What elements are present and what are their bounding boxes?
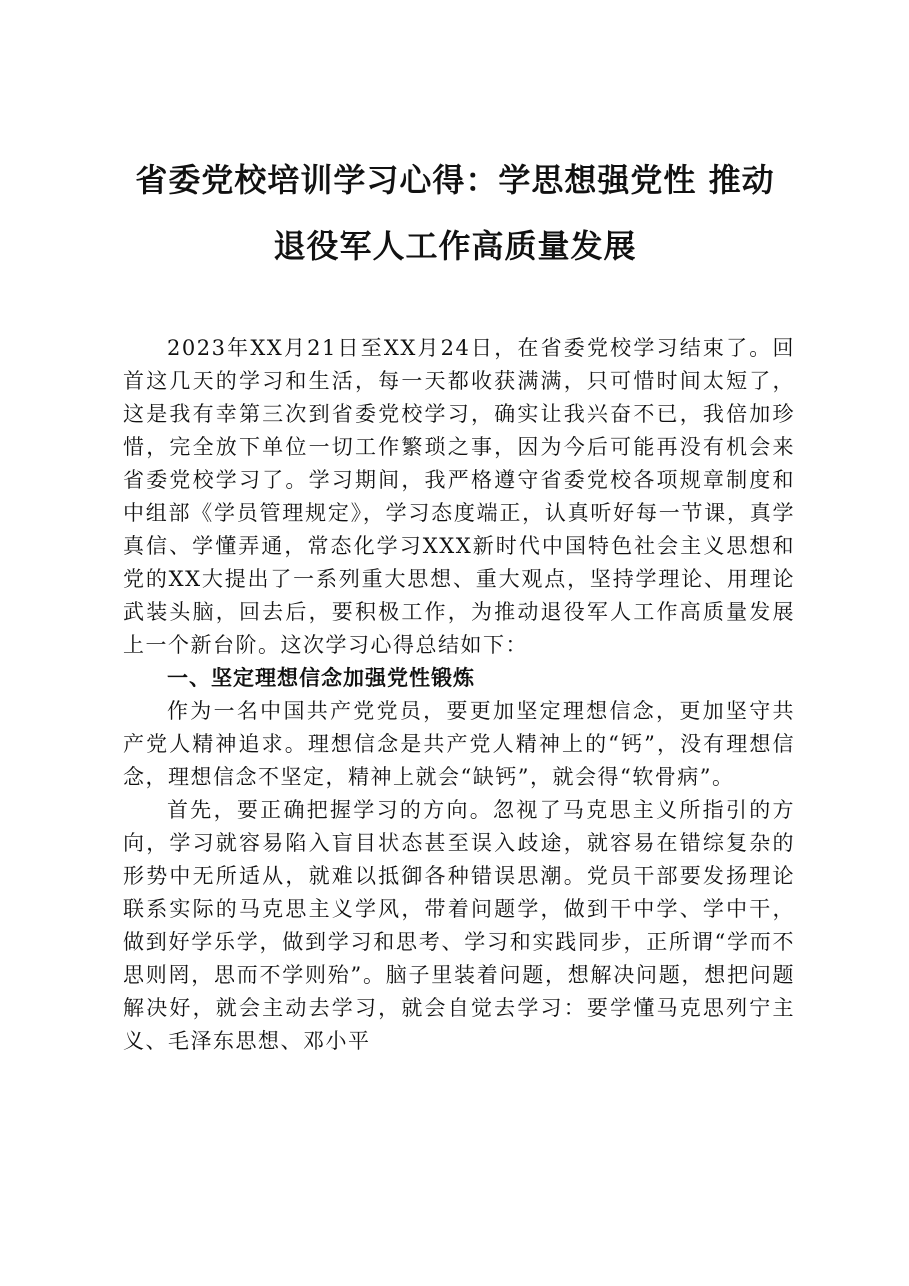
section-1-paragraph-2: 首先，要正确把握学习的方向。忽视了马克思主义所指引的方向，学习就容易陷入盲目状态甚至误入歧途，就容易在错综复杂的形势中无所适从，就难以抵御各种错误思潮。党员干部要发扬理论联系实际的马克思主义学风，带着问题学，做到干中学、学中干，做到好学乐学，做到学习和思考、学习和实践同步，正所谓“学而不思则罔，思而不学则殆”。脑子里装着问题，想解决问题，想把问题解决好，就会主动去学习，就会自觉去学习：要学懂马克思列宁主义、毛泽东思想、邓小平 <box>123 798 795 1053</box>
document-title-line-1: 省委党校培训学习心得：学思想强党性 推动 <box>135 161 775 199</box>
section-1-paragraph-1: 作为一名中国共产党党员，要更加坚定理想信念，更加坚守共产党人精神追求。理想信念是共产党人精神上的“钙”，没有理想信念，理想信念不坚定，精神上就会“缺钙”，就会得“软骨病”。 <box>123 699 795 789</box>
document-title-line-2: 退役军人工作高质量发展 <box>273 227 637 265</box>
document-body <box>123 332 795 1058</box>
intro-paragraph: 2023年XX月21日至XX月24日，在省委党校学习结束了。回首这几天的学习和生活，每一天都收获满满，只可惜时间太短了，这是我有幸第三次到省委党校学习，确实让我兴奋不已，我倍加珍惜，完全放下单位一切工作繁琐之事，因为今后可能再没有机会来省委党校学习了。学习期间，我严格遵守省委党校各项规章制度和中组部《学员管理规定》，学习态度端正，认真听好每一节课，真学真信、学懂弄通，常态化学习XXX新时代中国特色社会主义思想和党的XX大提出了一系列重大思想、重大观点，坚持学理论、用理论武装头脑，回去后，要积极工作，为推动退役军人工作高质量发展上一个新台阶。这次学习心得总结如下： <box>123 336 795 657</box>
section-heading-1: 一、坚定理想信念加强党性锻炼 <box>167 666 475 690</box>
